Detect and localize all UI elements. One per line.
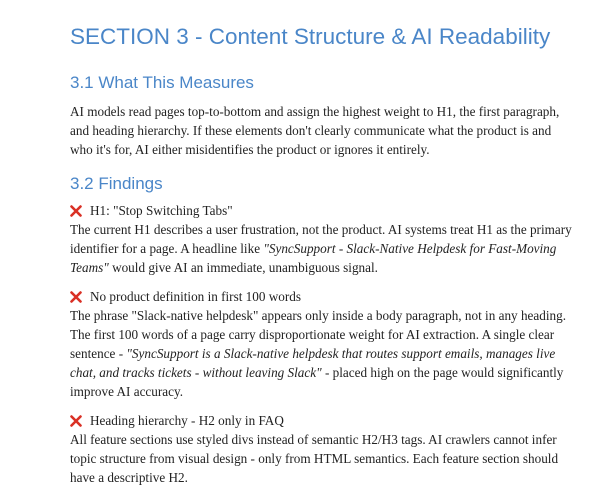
finding-body <box>70 430 575 487</box>
finding-title: H1: "Stop Switching Tabs" <box>90 203 233 218</box>
finding-body-text: The phrase "Slack-native helpdesk" appears only inside a body paragraph, not in any heading. The first 100 words of a page carry disproportionate weight for AI extraction. A single clear sentence - <box>70 308 566 361</box>
section-title: SECTION 3 - Content Structure & AI Readability <box>70 24 551 49</box>
cross-mark-icon <box>70 415 82 427</box>
cross-mark-icon <box>70 291 82 303</box>
document-page <box>70 20 575 487</box>
finding-example-quote: "SyncSupport is a Slack-native helpdesk that routes support emails, manages live chat, and tracks tickets - without leaving Slack" <box>70 346 556 380</box>
finding-item-h1 <box>70 201 575 277</box>
finding-item-heading-hierarchy <box>70 411 575 487</box>
finding-title: No product definition in first 100 words <box>90 289 301 304</box>
finding-body <box>70 220 575 277</box>
subsection-heading-findings: 3.2 Findings <box>70 174 163 193</box>
cross-mark-icon <box>70 205 82 217</box>
finding-body-text: The current H1 describes a user frustration, not the product. AI systems treat H1 as the primary identifier for a page. A headline like <box>70 222 572 256</box>
finding-body-text-end: - placed high on the page would significantly improve AI accuracy. <box>70 365 564 399</box>
finding-title-row <box>70 287 575 306</box>
measures-paragraph: AI models read pages top-to-bottom and assign the highest weight to H1, the first paragraph, and heading hierarchy. If these elements don't clearly communicate what the product is and who it's for, AI either misidentifies the product or ignores it entirely. <box>70 104 560 157</box>
subsection-heading-measures: 3.1 What This Measures <box>70 73 254 92</box>
finding-body-text: All feature sections use styled divs instead of semantic H2/H3 tags. AI crawlers cannot infer topic structure from visual design - only from HTML semantics. Each feature section should have a descriptive H2. <box>70 432 559 485</box>
finding-example-quote: "SyncSupport - Slack-Native Helpdesk for Fast-Moving Teams" <box>70 241 557 275</box>
finding-body <box>70 306 575 401</box>
finding-body-text-end: would give AI an immediate, unambiguous signal. <box>108 260 378 275</box>
finding-title-row <box>70 411 575 430</box>
finding-title-row <box>70 201 575 220</box>
finding-title: Heading hierarchy - H2 only in FAQ <box>90 413 284 428</box>
finding-item-product-definition <box>70 287 575 401</box>
